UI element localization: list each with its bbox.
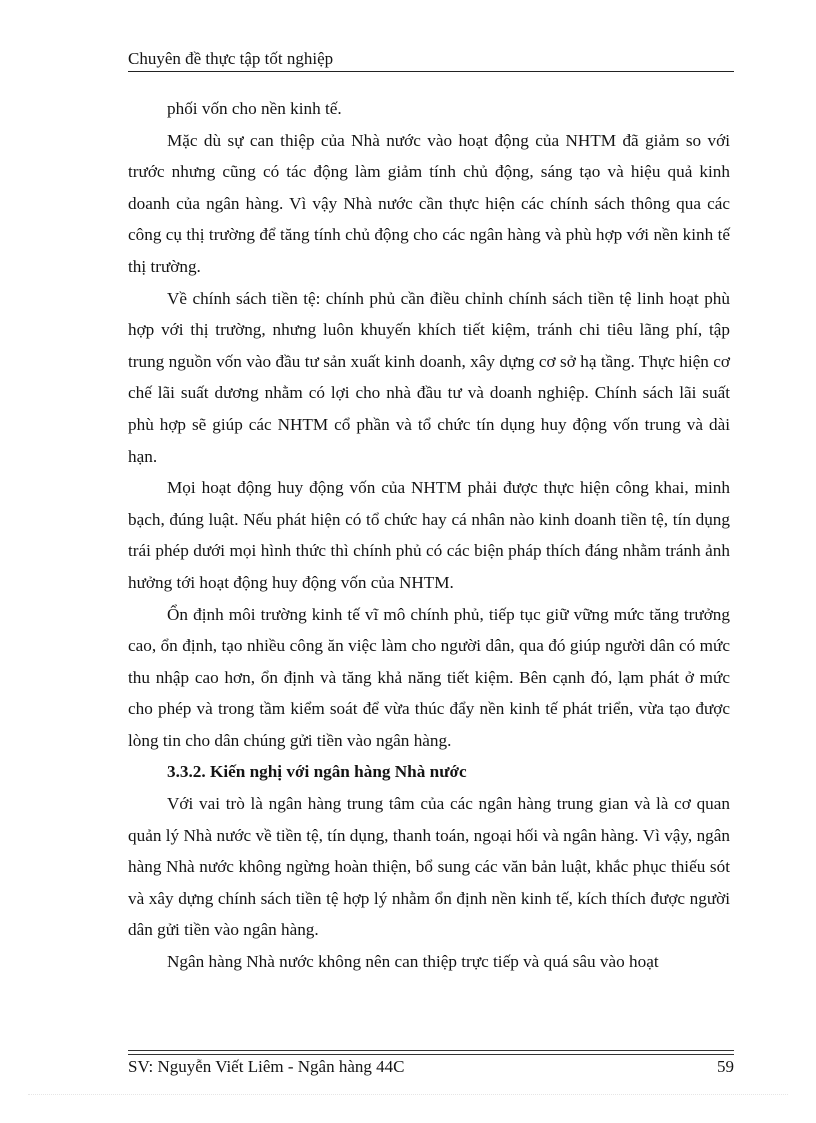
document-body: [128, 93, 730, 978]
page-number: 59: [717, 1057, 734, 1076]
paragraph-continuation: phối vốn cho nền kinh tế.: [167, 99, 342, 118]
page-header-title: Chuyên đề thực tập tốt nghiệp: [128, 49, 334, 68]
paragraph-monetary-policy: Về chính sách tiền tệ: chính phủ cần điều chỉnh chính sách tiền tệ linh hoạt phù hợp với thị trường, nhưng luôn khuyến khích tiết kiệm, tránh chi tiêu lãng phí, tập trung nguồn vốn vào đầu tư sản xuất kinh doanh, xây dựng cơ sở hạ tầng. Thực hiện cơ chế lãi suất dương nhằm có lợi cho nhà đầu tư và doanh nghiệp. Chính sách lãi suất phù hợp sẽ giúp các NHTM cổ phần và tổ chức tín dụng huy động vốn trung và dài hạn.: [128, 288, 730, 466]
page-edge-dotted-line: [28, 1094, 788, 1095]
header-divider: [128, 71, 734, 72]
footer-divider: [128, 1050, 734, 1055]
paragraph-macro-stability: Ổn định môi trường kinh tế vĩ mô chính phủ, tiếp tục giữ vững mức tăng trưởng cao, ổn định, tạo nhiều công ăn việc làm cho người dân, qua đó giúp người dân có mức thu nhập cao hơn, ổn định và tăng khả năng tiết kiệm. Bên cạnh đó, lạm phát ở mức cho phép và trong tầm kiểm soát để vừa thúc đẩy nền kinh tế phát triển, vừa tạo được lòng tin cho dân chúng gửi tiền vào ngân hàng.: [128, 604, 730, 750]
paragraph-central-bank-intervention: Ngân hàng Nhà nước không nên can thiệp trực tiếp và quá sâu vào hoạt: [167, 952, 659, 972]
paragraph-capital-mobilization: Mọi hoạt động huy động vốn của NHTM phải được thực hiện công khai, minh bạch, đúng luật. Nếu phát hiện có tổ chức hay cá nhân nào kinh doanh tiền tệ, tín dụng trái phép dưới mọi hình thức thì chính phủ có các biện pháp thích đáng nhằm tránh ảnh hưởng tới hoạt động huy động vốn của NHTM.: [128, 478, 730, 592]
paragraph-central-bank-role: Với vai trò là ngân hàng trung tâm của các ngân hàng trung gian và là cơ quan quản lý Nhà nước về tiền tệ, tín dụng, thanh toán, ngoại hối và ngân hàng. Vì vậy, ngân hàng Nhà nước không ngừng hoàn thiện, bổ sung các văn bản luật, khắc phục thiếu sót và xây dựng chính sách tiền tệ hợp lý nhằm ổn định nền kinh tế, kích thích được người dân gửi tiền vào ngân hàng.: [128, 794, 730, 940]
section-heading: 3.3.2. Kiến nghị với ngân hàng Nhà nước: [167, 762, 467, 782]
footer-author: SV: Nguyễn Viết Liêm - Ngân hàng 44C: [128, 1057, 405, 1076]
paragraph-state-intervention: Mặc dù sự can thiệp của Nhà nước vào hoạt động của NHTM đã giảm so với trước nhưng cũng có tác động làm giảm tính chủ động, sáng tạo và hiệu quả kinh doanh của ngân hàng. Vì vậy Nhà nước cần thực hiện các chính sách thông qua các công cụ thị trường để tăng tính chủ động cho các ngân hàng và phù hợp với nền kinh tế thị trường.: [128, 130, 730, 276]
